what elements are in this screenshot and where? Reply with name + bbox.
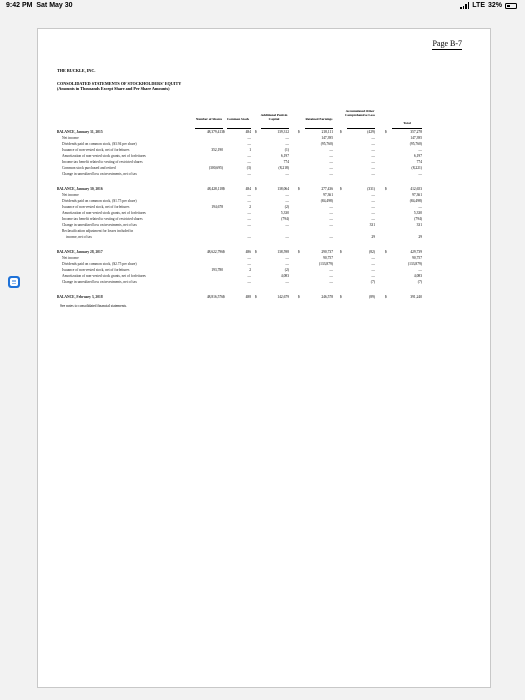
cell-common: 2: [249, 268, 251, 272]
cell-retained: —: [329, 223, 333, 227]
row-label: BALANCE, January 28, 2017: [57, 250, 103, 254]
cell-retained: (133,879): [318, 262, 333, 266]
cell-common: —: [247, 199, 251, 203]
row-label: income, net of tax: [66, 235, 92, 239]
cell-apic: —: [285, 136, 289, 140]
cell-common: —: [247, 274, 251, 278]
cell-aocl: —: [371, 274, 375, 278]
cell-total: 6,197: [413, 154, 422, 158]
cell-shares: 48,379,413: [206, 130, 223, 134]
cell-apic: —: [285, 142, 289, 146]
currency-symbol: $: [298, 187, 300, 191]
statement-title: [57, 81, 181, 91]
cell-shares: 352,190: [211, 148, 223, 152]
row-label: Income tax benefit related to vesting of restricted shares: [62, 217, 143, 221]
cell-total: (794): [414, 217, 422, 221]
cell-common: 486: [245, 250, 251, 254]
cell-retained: —: [329, 160, 333, 164]
cell-total: 774: [416, 160, 422, 164]
currency-symbol: $: [255, 295, 257, 299]
currency-symbol: $: [340, 130, 342, 134]
cell-apic: —: [285, 235, 289, 239]
currency-symbol: $: [298, 250, 300, 254]
cell-retained: 277,436: [321, 187, 333, 191]
cell-aocl: (82): [369, 250, 375, 254]
cell-total: 331: [416, 223, 422, 227]
statement-title-line2: (Amounts in Thousands Except Share and Per Share Amounts): [57, 86, 170, 91]
cell-common: 484: [245, 187, 251, 191]
status-bar: [0, 0, 525, 14]
cell-apic: 142,679: [277, 295, 289, 299]
cell-total: (8,221): [411, 166, 422, 170]
cell-aocl: —: [371, 142, 375, 146]
row-label: Change in unrealized loss on investments, net of tax: [62, 223, 137, 227]
cell-apic: —: [285, 172, 289, 176]
cell-apic: (1): [284, 148, 289, 152]
cell-retained: 218,111: [321, 130, 333, 134]
cell-retained: —: [329, 217, 333, 221]
cell-common: —: [247, 172, 251, 176]
cell-common: —: [247, 262, 251, 266]
cell-aocl: —: [371, 211, 375, 215]
cell-retained: —: [329, 235, 333, 239]
cell-aocl: —: [371, 217, 375, 221]
cell-aocl: —: [371, 262, 375, 266]
cell-shares: 48,622,796: [206, 250, 223, 254]
cell-aocl: —: [371, 205, 375, 209]
row-spacer: [57, 240, 441, 249]
row-label: Dividends paid on common stock, ($2.75 per share): [62, 262, 137, 266]
cell-total: 29: [418, 235, 422, 239]
cell-retained: —: [329, 211, 333, 215]
cell-aocl: (89): [369, 295, 375, 299]
cell-retained: 97,361: [323, 193, 333, 197]
cell-total: (84,498): [409, 199, 422, 203]
status-time-date: [6, 2, 73, 9]
cell-aocl: (7): [370, 280, 375, 284]
cell-retained: 290,737: [321, 250, 333, 254]
cell-total: 357,278: [410, 130, 422, 134]
cell-aocl: —: [371, 268, 375, 272]
row-spacer: [57, 285, 441, 294]
header-aocl: Accumulated Other Comprehensive Loss: [345, 109, 375, 117]
status-date: Sat May 30: [36, 2, 73, 9]
currency-symbol: $: [340, 250, 342, 254]
cell-common: —: [247, 235, 251, 239]
cell-total: (95,760): [409, 142, 422, 146]
currency-symbol: $: [223, 295, 225, 299]
cell-common: —: [247, 211, 251, 215]
cell-apic: —: [285, 262, 289, 266]
currency-symbol: $: [255, 187, 257, 191]
statement-title-line1: CONSOLIDATED STATEMENTS OF STOCKHOLDERS' EQUITY: [57, 81, 182, 86]
currency-symbol: $: [298, 295, 300, 299]
header-retained-earnings: Retained Earnings: [305, 117, 333, 121]
company-name: THE BUCKLE, INC.: [57, 68, 96, 73]
cell-aocl: —: [371, 148, 375, 152]
cell-total: (7): [417, 280, 422, 284]
cell-apic: (2): [284, 205, 289, 209]
cell-aocl: —: [371, 136, 375, 140]
battery-icon: [505, 3, 517, 9]
currency-symbol: $: [340, 295, 342, 299]
row-label: BALANCE, January 31, 2015: [57, 130, 103, 134]
cell-apic: —: [285, 280, 289, 284]
row-label: Net income: [62, 136, 79, 140]
cell-shares: 194,678: [211, 205, 223, 209]
cell-total: (133,879): [407, 262, 422, 266]
cell-apic: (8,218): [278, 166, 289, 170]
cell-retained: 246,578: [321, 295, 333, 299]
currency-symbol: $: [298, 130, 300, 134]
cell-common: (3): [246, 166, 251, 170]
cell-retained: —: [329, 268, 333, 272]
row-label: BALANCE, February 3, 2018: [57, 295, 103, 299]
cell-aocl: 29: [371, 235, 375, 239]
currency-symbol: $: [223, 250, 225, 254]
table-row: [57, 171, 441, 177]
cell-common: —: [247, 193, 251, 197]
cell-retained: —: [329, 205, 333, 209]
status-indicators: [460, 2, 517, 9]
cell-retained: —: [329, 154, 333, 158]
cell-common: 484: [245, 130, 251, 134]
cell-common: 1: [249, 148, 251, 152]
header-common-stock: Common Stock: [226, 117, 250, 121]
cell-shares: 48,816,576: [206, 295, 223, 299]
cell-total: 147,395: [410, 136, 422, 140]
cell-common: 2: [249, 205, 251, 209]
cell-apic: —: [285, 199, 289, 203]
row-label: Issuance of non-vested stock, net of forfeitures: [62, 268, 130, 272]
row-label: Amortization of non-vested stock grants, net of forfeitures: [62, 211, 146, 215]
signal-icon: [460, 2, 469, 9]
cell-total: 429,739: [410, 250, 422, 254]
cell-common: —: [247, 160, 251, 164]
cell-retained: —: [329, 166, 333, 170]
cell-aocl: —: [371, 172, 375, 176]
page-label: Page B-7: [432, 39, 462, 48]
cell-apic: 138,064: [277, 187, 289, 191]
cell-total: —: [418, 205, 422, 209]
cell-total: 4,083: [413, 274, 422, 278]
equity-statement-table: [57, 109, 441, 308]
cell-retained: —: [329, 274, 333, 278]
cell-aocl: (429): [367, 130, 375, 134]
table-header: [57, 109, 441, 129]
table-row: [57, 279, 441, 285]
cell-common: —: [247, 256, 251, 260]
cell-aocl: —: [371, 199, 375, 203]
row-label: Change in unrealized loss on investments, net of tax: [62, 280, 137, 284]
currency-symbol: $: [385, 250, 387, 254]
cell-common: —: [247, 142, 251, 146]
cell-retained: (95,760): [320, 142, 333, 146]
status-time: 9:42 PM: [6, 2, 33, 9]
balance-row: [57, 294, 441, 300]
row-label: Reclassification adjustment for losses included in: [62, 229, 134, 233]
battery-percent: 32%: [487, 2, 502, 9]
footnote: See notes to consolidated financial statements.: [60, 304, 127, 308]
cell-apic: 774: [283, 160, 289, 164]
currency-symbol: $: [340, 187, 342, 191]
cell-aocl: 331: [369, 223, 375, 227]
header-shares: Number of Shares: [195, 117, 223, 121]
cell-retained: (84,498): [320, 199, 333, 203]
cell-apic: 4,083: [280, 274, 289, 278]
currency-symbol: $: [255, 130, 257, 134]
table-row: [57, 234, 441, 240]
cell-common: —: [247, 154, 251, 158]
cell-common: —: [247, 217, 251, 221]
cell-aocl: (331): [367, 187, 375, 191]
row-label: Issuance of non-vested stock, net of forfeitures: [62, 148, 130, 152]
row-spacer: [57, 177, 441, 186]
cell-apic: —: [285, 223, 289, 227]
cell-shares: 48,428,118: [206, 187, 223, 191]
row-label: Net income: [62, 256, 79, 260]
table-body: [57, 129, 441, 300]
cell-apic: —: [285, 256, 289, 260]
currency-symbol: $: [385, 130, 387, 134]
row-label: Common stock purchased and retired: [62, 166, 116, 170]
cell-aocl: —: [371, 193, 375, 197]
cell-common: 488: [245, 295, 251, 299]
cell-retained: —: [329, 148, 333, 152]
cell-aocl: —: [371, 256, 375, 260]
cell-total: 391,240: [410, 295, 422, 299]
cell-total: 5,330: [413, 211, 422, 215]
cell-common: —: [247, 136, 251, 140]
row-label: BALANCE, January 30, 2016: [57, 187, 103, 191]
currency-symbol: $: [223, 187, 225, 191]
currency-symbol: $: [255, 250, 257, 254]
row-label: Amortization of non-vested stock grants, net of forfeitures: [62, 274, 146, 278]
cell-common: —: [247, 223, 251, 227]
row-label: Issuance of non-vested stock, net of forfeitures: [62, 205, 130, 209]
network-label: LTE: [472, 2, 485, 9]
cell-total: 97,361: [412, 193, 422, 197]
header-apic: Additional Paid-in Capital: [260, 113, 288, 121]
cell-apic: —: [285, 193, 289, 197]
cell-apic: (2): [284, 268, 289, 272]
sidebar-toggle-icon[interactable]: [8, 276, 20, 288]
cell-retained: 90,757: [323, 256, 333, 260]
cell-apic: (794): [281, 217, 289, 221]
cell-retained: —: [329, 280, 333, 284]
cell-shares: 193,780: [211, 268, 223, 272]
cell-apic: 138,598: [277, 250, 289, 254]
cell-total: —: [418, 148, 422, 152]
cell-aocl: —: [371, 160, 375, 164]
cell-total: —: [418, 172, 422, 176]
cell-apic: 139,312: [277, 130, 289, 134]
currency-symbol: $: [385, 187, 387, 191]
row-label: Dividends paid on common stock, ($3.94 per share): [62, 142, 137, 146]
header-total: Total: [403, 121, 411, 125]
cell-retained: 147,395: [321, 136, 333, 140]
currency-symbol: $: [223, 130, 225, 134]
cell-aocl: —: [371, 166, 375, 170]
row-label: Change in unrealized loss on investments, net of tax: [62, 172, 137, 176]
row-label: Income tax benefit related to vesting of restricted shares: [62, 160, 143, 164]
row-label: Net income: [62, 193, 79, 197]
cell-shares: (300,695): [208, 166, 223, 170]
currency-symbol: $: [385, 295, 387, 299]
cell-total: —: [418, 268, 422, 272]
cell-apic: 5,330: [280, 211, 289, 215]
cell-retained: —: [329, 172, 333, 176]
cell-common: —: [247, 280, 251, 284]
cell-apic: 6,197: [280, 154, 289, 158]
cell-total: 90,757: [412, 256, 422, 260]
row-label: Dividends paid on common stock, ($1.75 per share): [62, 199, 137, 203]
cell-total: 412,653: [410, 187, 422, 191]
row-label: Amortization of non-vested stock grants, net of forfeitures: [62, 154, 146, 158]
cell-aocl: —: [371, 154, 375, 158]
